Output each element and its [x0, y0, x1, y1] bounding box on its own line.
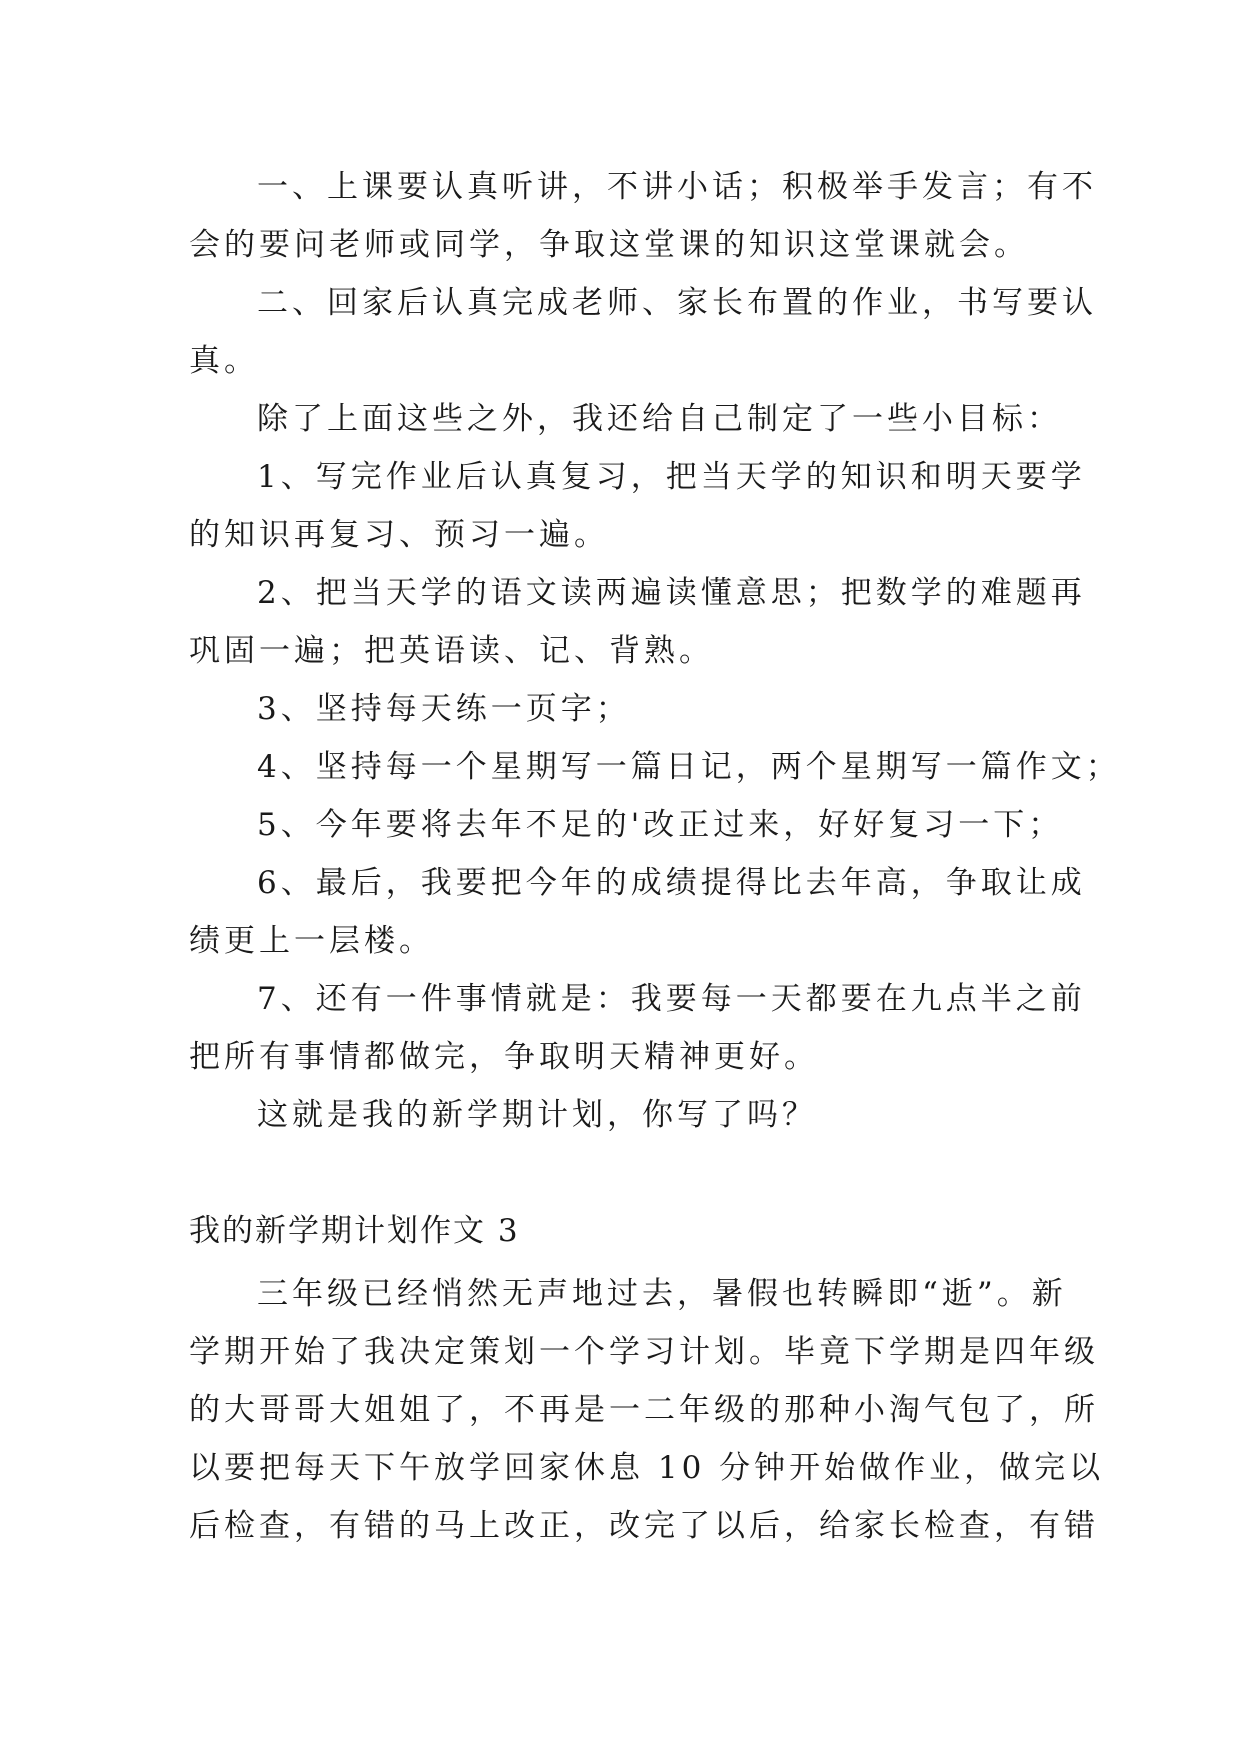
essay-heading-3: 我的新学期计划作文 3 [189, 1213, 520, 1249]
paragraph-line: 7、还有一件事情就是：我要每一天都要在九点半之前 [257, 981, 1086, 1017]
paragraph-line: 一、上课要认真听讲，不讲小话；积极举手发言；有不 [257, 169, 1097, 205]
paragraph-line: 6、最后，我要把今年的成绩提得比去年高，争取让成 [257, 865, 1086, 901]
paragraph-line: 的知识再复习、预习一遍。 [189, 517, 609, 553]
paragraph-line: 后检查，有错的马上改正，改完了以后，给家长检查，有错 [189, 1508, 1099, 1544]
paragraph-line: 三年级已经悄然无声地过去，暑假也转瞬即“逝”。新 [257, 1276, 1067, 1312]
paragraph-line: 5、今年要将去年不足的'改正过来，好好复习一下； [257, 807, 1064, 843]
paragraph-line: 1、写完作业后认真复习，把当天学的知识和明天要学 [257, 459, 1086, 495]
paragraph-line: 4、坚持每一个星期写一篇日记，两个星期写一篇作文； [257, 749, 1121, 785]
paragraph-line: 绩更上一层楼。 [189, 923, 434, 959]
paragraph-line: 2、把当天学的语文读两遍读懂意思；把数学的难题再 [257, 575, 1086, 611]
paragraph-line: 3、坚持每天练一页字； [257, 691, 631, 727]
paragraph-line: 这就是我的新学期计划，你写了吗？ [257, 1097, 817, 1133]
paragraph-line: 学期开始了我决定策划一个学习计划。毕竟下学期是四年级 [189, 1334, 1099, 1370]
paragraph-line: 巩固一遍；把英语读、记、背熟。 [189, 633, 714, 669]
paragraph-line: 二、回家后认真完成老师、家长布置的作业，书写要认 [257, 285, 1097, 321]
essay-body-section-3 [189, 1265, 1105, 1555]
paragraph-line: 除了上面这些之外，我还给自己制定了一些小目标： [257, 401, 1062, 437]
paragraph-line: 真。 [189, 343, 259, 379]
essay-body-section-2 [189, 158, 1121, 1144]
paragraph-line: 把所有事情都做完，争取明天精神更好。 [189, 1039, 819, 1075]
paragraph-line: 会的要问老师或同学，争取这堂课的知识这堂课就会。 [189, 227, 1029, 263]
paragraph-line: 的大哥哥大姐姐了，不再是一二年级的那种小淘气包了，所 [189, 1392, 1099, 1428]
paragraph-line: 以要把每天下午放学回家休息 10 分钟开始做作业，做完以 [189, 1450, 1105, 1486]
